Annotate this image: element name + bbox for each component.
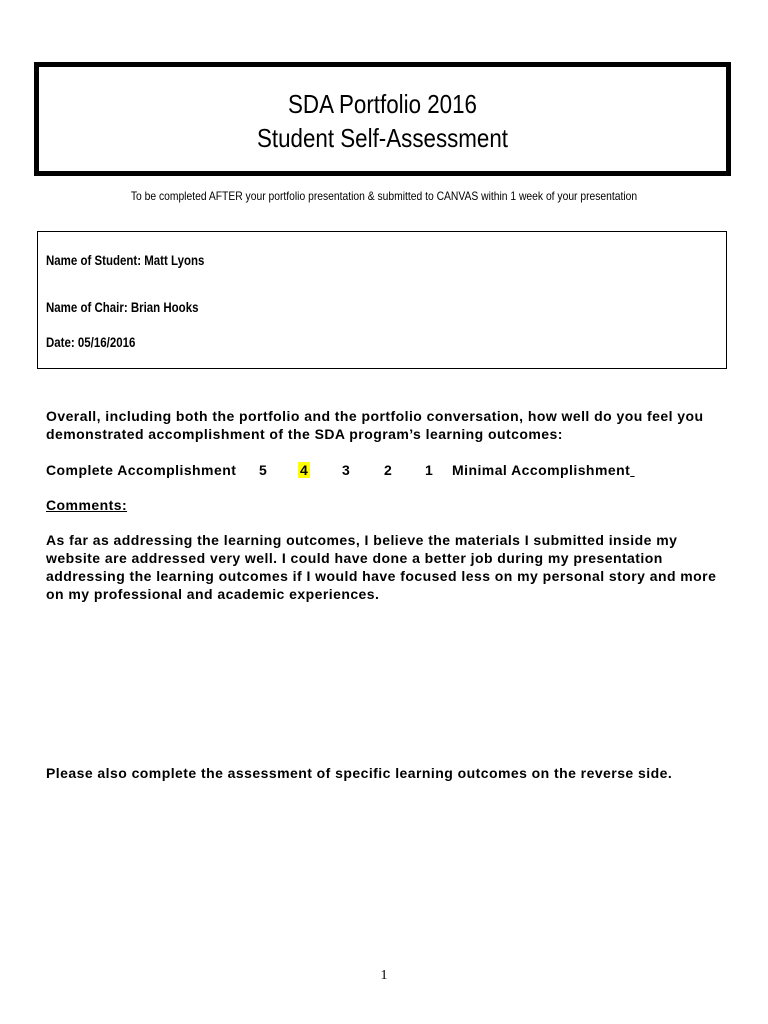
comment-line-4: on my professional and academic experiences. <box>46 586 380 602</box>
scale-value-3: 3 <box>342 462 350 478</box>
comment-line-2: website are addressed very well. I could have done a better job during my presentation <box>46 550 663 566</box>
page-number: 1 <box>380 968 388 983</box>
question-line-1: Overall, including both the portfolio and the portfolio conversation, how well do you feel you <box>46 408 704 424</box>
document-title: SDA Portfolio 2016 <box>288 89 477 119</box>
student-name: Name of Student: Matt Lyons <box>46 252 205 268</box>
student-info-box <box>37 231 727 369</box>
comment-line-1: As far as addressing the learning outcomes, I believe the materials I submitted inside my <box>46 532 678 548</box>
chair-name: Name of Chair: Brian Hooks <box>46 299 199 315</box>
comments-label: Comments: <box>46 497 128 513</box>
scale-value-5: 5 <box>259 462 267 478</box>
scale-value-2: 2 <box>384 462 392 478</box>
scale-right-label: Minimal Accomplishment <box>452 462 631 478</box>
scale-left-label: Complete Accomplishment <box>46 462 237 478</box>
scale-value-1: 1 <box>425 462 433 478</box>
instructions-text: To be completed AFTER your portfolio presentation & submitted to CANVAS within 1 week of your presentation <box>130 189 638 203</box>
scale-value-4-selected: 4 <box>300 462 308 478</box>
date-field: Date: 05/16/2016 <box>46 334 136 350</box>
title-box <box>34 62 731 176</box>
document-subtitle: Student Self-Assessment <box>256 123 509 153</box>
comment-line-3: addressing the learning outcomes if I would have focused less on my personal story and more <box>46 568 717 584</box>
question-line-2: demonstrated accomplishment of the SDA program’s learning outcomes: <box>46 426 563 442</box>
reverse-side-note: Please also complete the assessment of specific learning outcomes on the reverse side. <box>46 765 673 781</box>
